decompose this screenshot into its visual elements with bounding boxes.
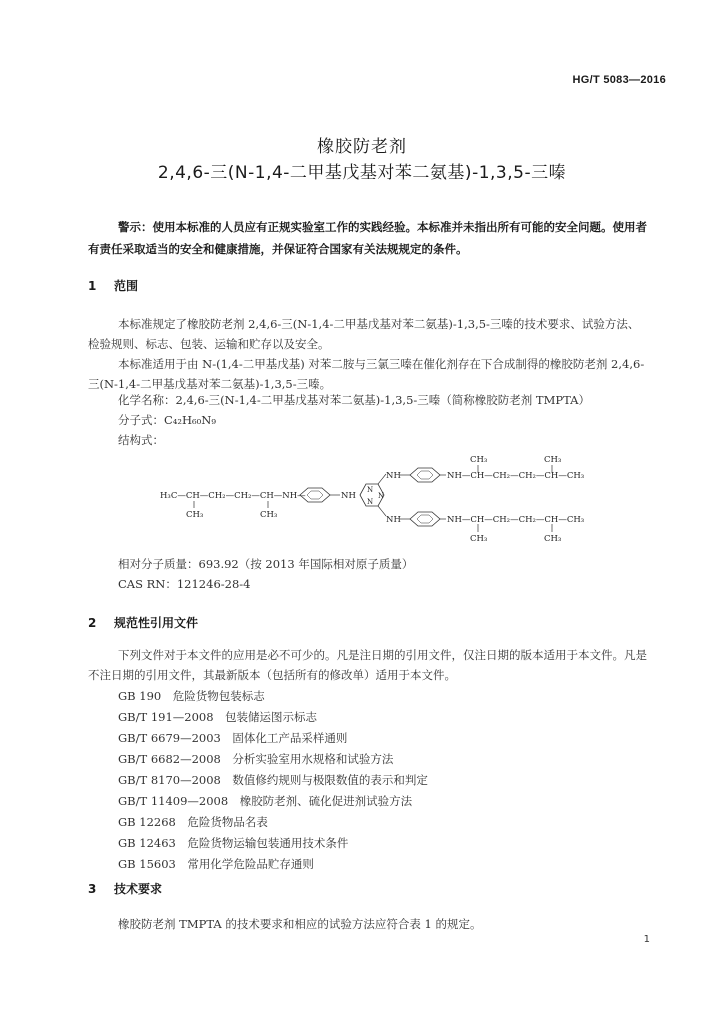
triazine-n-1: N xyxy=(367,486,374,494)
scope-text xyxy=(88,314,648,394)
warning-paragraph: 警示：使用本标准的人员应有正规实验室工作的实践经验。本标准并未指出所有可能的安全问题。使用者有责任采取适当的安全和健康措施，并保证符合国家有关法规规定的条件。 xyxy=(88,220,647,256)
benzene-ring-bottom xyxy=(410,512,440,526)
normative-references-list xyxy=(118,686,428,875)
nh-linker: NH xyxy=(341,491,356,501)
nh-top: NH xyxy=(386,471,401,481)
chemical-name: 化学名称：2,4,6-三(N-1,4-二甲基戊基对苯二氨基)-1,3,5-三嗪（简称橡胶防老剂 TMPTA） xyxy=(118,393,590,407)
top-methyl-b: CH₃ xyxy=(544,455,562,465)
reference-item: GB 12463 危险货物运输包装通用技术条件 xyxy=(118,836,349,850)
document-title: 橡胶防老剂 xyxy=(317,137,407,157)
left-methyl-a: CH₃ xyxy=(186,510,204,520)
right-top-chain: NH—CH—CH₂—CH₂—CH—CH₃ xyxy=(447,471,585,481)
references-intro xyxy=(88,645,648,685)
reference-item: GB/T 6682—2008 分析实验室用水规格和试验方法 xyxy=(118,752,394,766)
standard-code: HG/T 5083—2016 xyxy=(572,74,666,86)
reference-item: GB/T 11409—2008 橡胶防老剂、硫化促进剂试验方法 xyxy=(118,794,413,808)
molecular-formula: 分子式：C₄₂H₆₀N₉ xyxy=(118,413,216,427)
page-number: 1 xyxy=(643,934,650,945)
molecular-weight: 相对分子质量：693.92（按 2013 年国际相对原子质量） xyxy=(118,557,414,571)
benzene-ring-top xyxy=(410,468,440,482)
bottom-methyl-a: CH₃ xyxy=(470,534,488,544)
requirements-paragraph: 橡胶防老剂 TMPTA 的技术要求和相应的试验方法应符合表 1 的规定。 xyxy=(118,917,482,931)
cas-number: CAS RN：121246-28-4 xyxy=(118,577,251,591)
section-title: 规范性引用文件 xyxy=(114,616,199,630)
section-title: 范围 xyxy=(114,279,139,293)
bottom-methyl-b: CH₃ xyxy=(544,534,562,544)
top-methyl-a: CH₃ xyxy=(470,455,488,465)
right-bottom-chain: NH—CH—CH₂—CH₂—CH—CH₃ xyxy=(447,515,585,525)
section-1-heading xyxy=(88,277,138,294)
left-methyl-b: CH₃ xyxy=(260,510,278,520)
reference-item: GB/T 6679—2003 固体化工产品采样通则 xyxy=(118,731,348,745)
section-number: 3 xyxy=(88,882,97,896)
triazine-n-3: N xyxy=(378,492,385,500)
section-number: 2 xyxy=(88,616,97,630)
nh-bottom: NH xyxy=(386,515,401,525)
section-2-heading xyxy=(88,614,198,631)
reference-item: GB 15603 常用化学危险品贮存通则 xyxy=(118,857,314,871)
reference-item: GB 190 危险货物包装标志 xyxy=(118,689,265,703)
structure-label: 结构式： xyxy=(118,433,164,447)
triazine-n-2: N xyxy=(367,498,374,506)
section-number: 1 xyxy=(88,279,97,293)
requirements-text xyxy=(88,914,648,934)
reference-item: GB/T 8170—2008 数值修约规则与极限数值的表示和判定 xyxy=(118,773,428,787)
structural-formula xyxy=(160,448,600,548)
reference-item: GB/T 191—2008 包装储运图示标志 xyxy=(118,710,318,724)
section-title: 技术要求 xyxy=(114,882,163,896)
document-subtitle: 2,4,6-三(N-1,4-二甲基戊基对苯二氨基)-1,3,5-三嗪 xyxy=(157,163,567,183)
scope-paragraph-2: 本标准适用于由 N-(1,4-二甲基戊基) 对苯二胺与三氯三嗪在催化剂存在下合成制得的橡胶防老剂 2,4,6-三(N-1,4-二甲基戊基对苯二氨基)-1,3,5-三嗪。 xyxy=(88,357,645,391)
scope-paragraph-1: 本标准规定了橡胶防老剂 2,4,6-三(N-1,4-二甲基戊基对苯二氨基)-1,3,5-三嗪的技术要求、试验方法、检验规则、标志、包装、运输和贮存以及安全。 xyxy=(88,317,640,351)
section-3-heading xyxy=(88,880,162,897)
left-chain: H₃C—CH—CH₂—CH₂—CH—NH— xyxy=(160,491,306,501)
references-intro-paragraph: 下列文件对于本文件的应用是必不可少的。凡是注日期的引用文件，仅注日期的版本适用于本文件。凡是不注日期的引用文件，其最新版本（包括所有的修改单）适用于本文件。 xyxy=(88,648,647,682)
reference-item: GB 12268 危险货物品名表 xyxy=(118,815,268,829)
